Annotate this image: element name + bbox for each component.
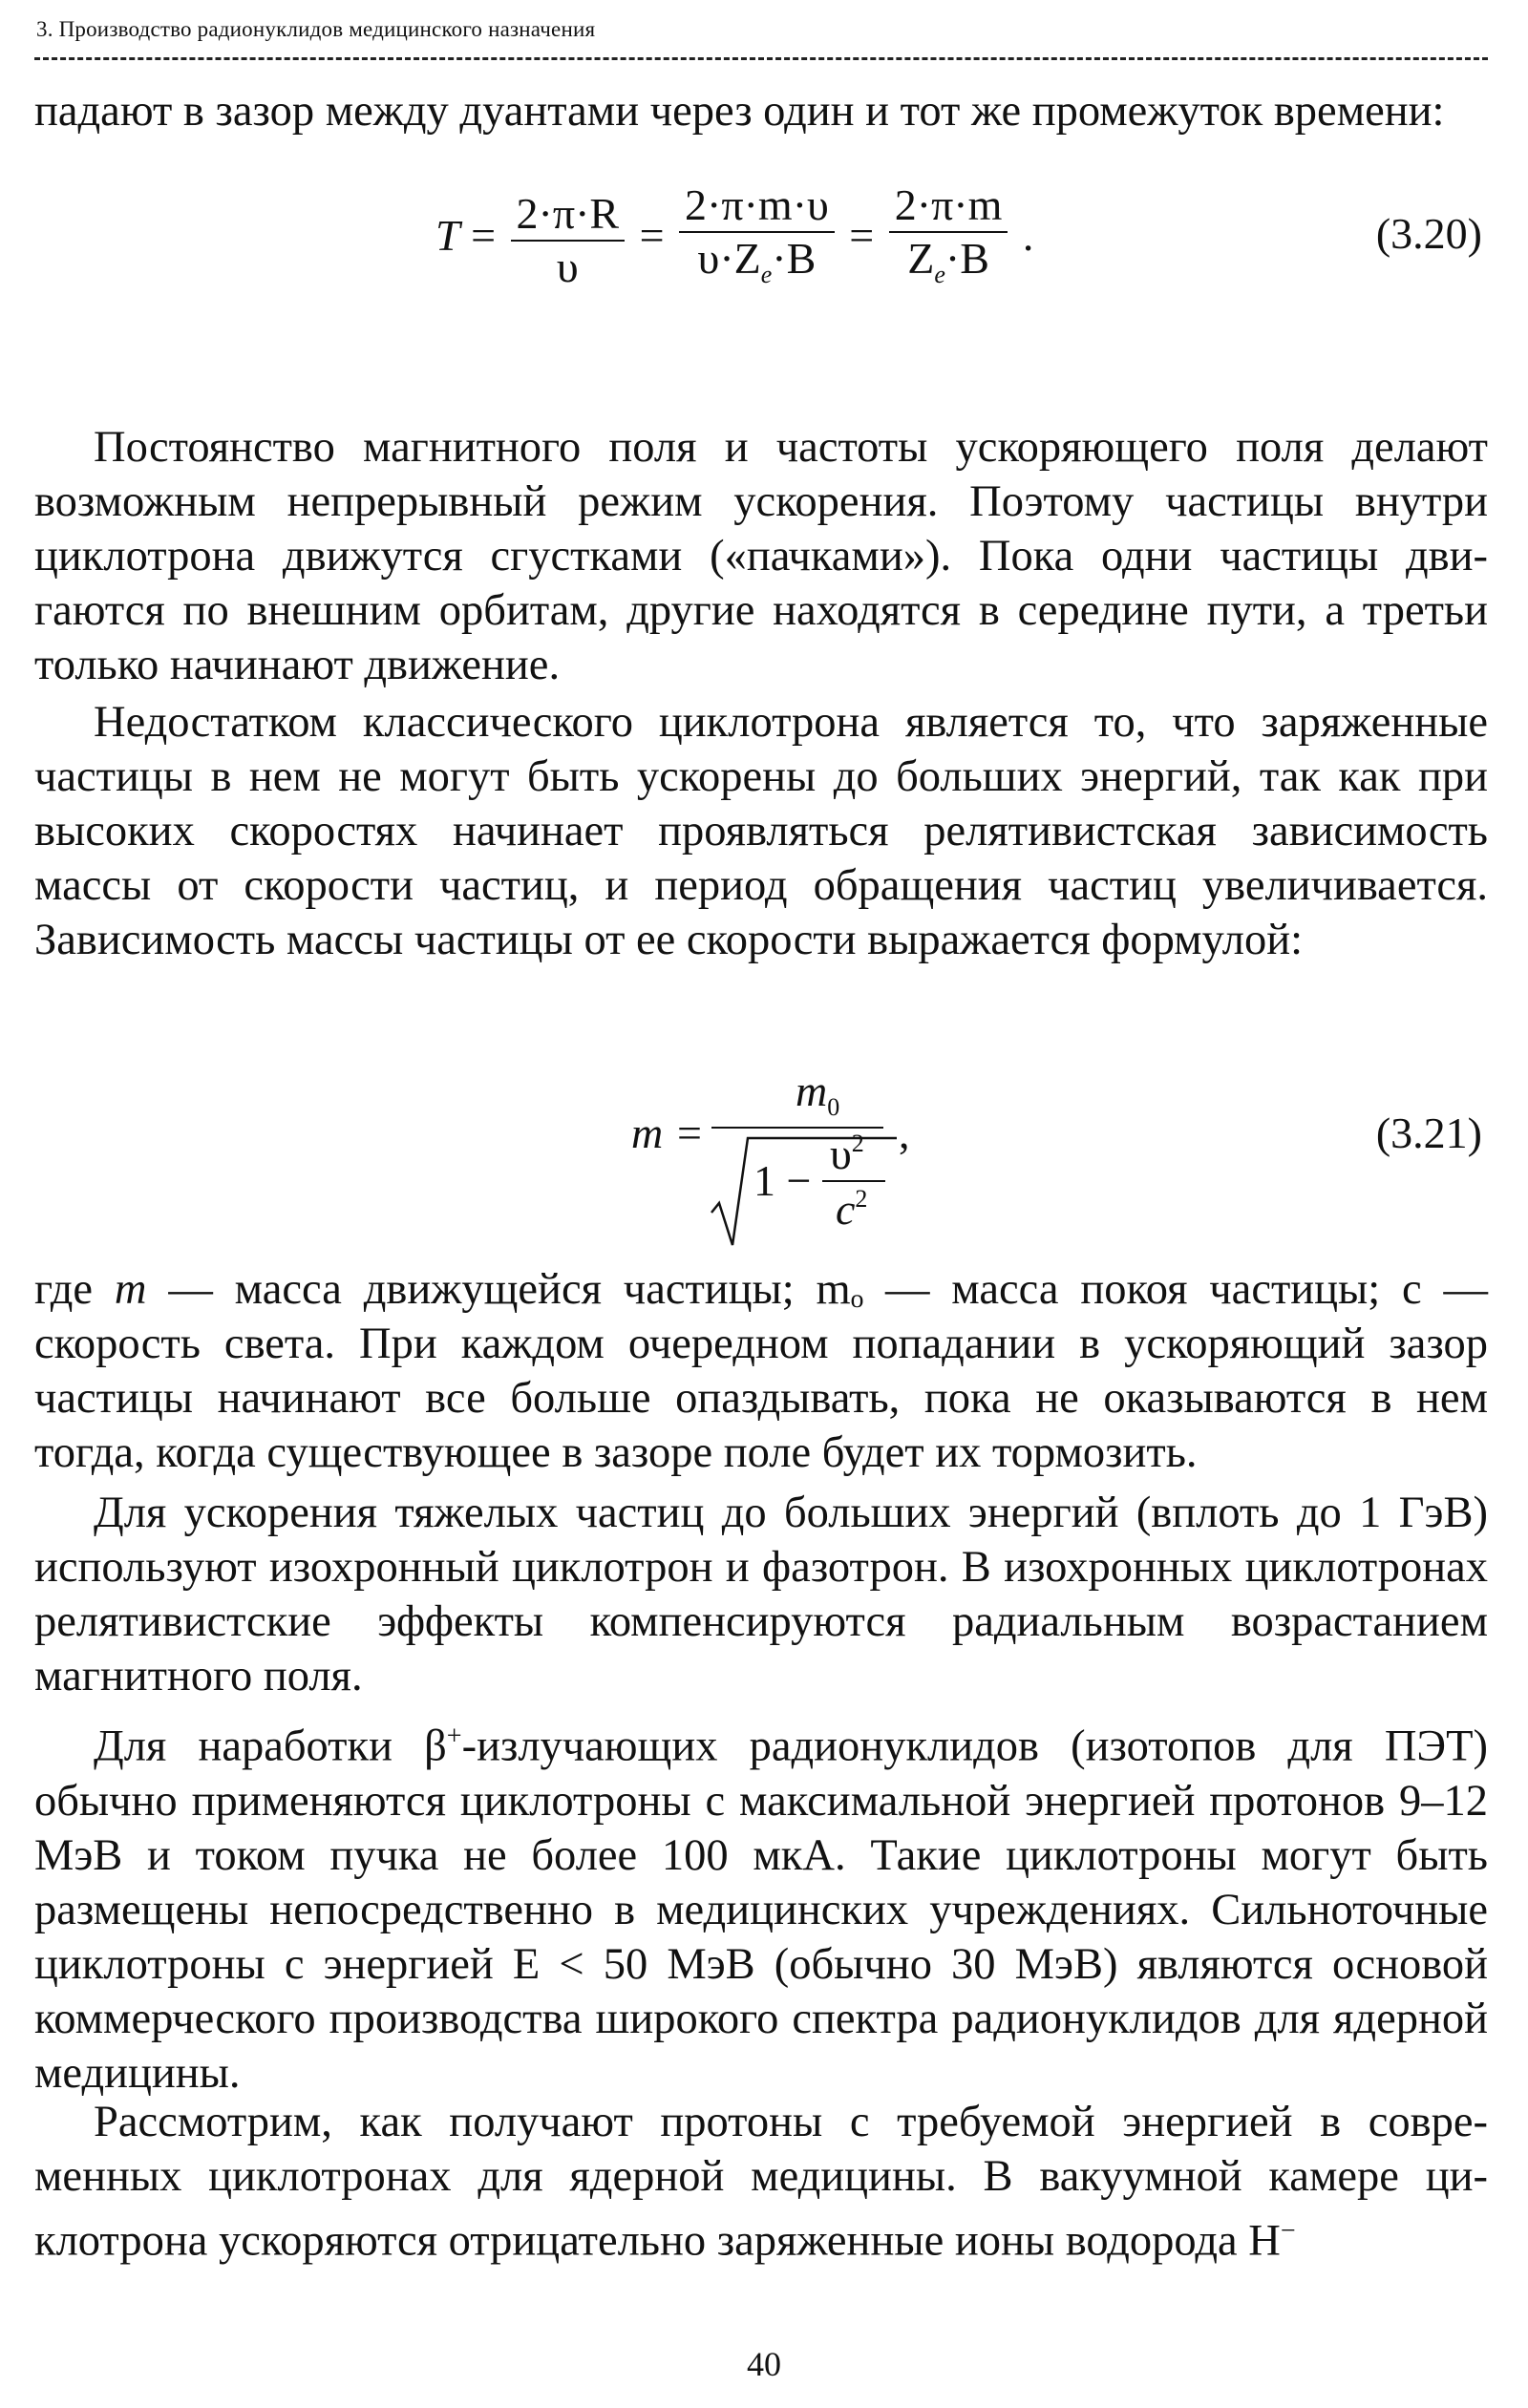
inner-c: c: [836, 1185, 856, 1234]
formula-3-21: [34, 1069, 1488, 1260]
formula-3-20: [34, 180, 1488, 291]
fraction-1-denominator: υ: [556, 242, 579, 291]
h-minus-superscript: −: [1280, 2216, 1296, 2246]
inner-v: υ: [830, 1130, 852, 1178]
fraction-3: [889, 181, 1008, 299]
formula-lhs-m: m: [631, 1109, 664, 1157]
fraction-3-numerator: 2·π·m: [889, 181, 1008, 233]
beta-plus-superscript: +: [446, 1722, 462, 1751]
where-word: где: [34, 1265, 94, 1314]
paragraph-5: Для ускорения тяжелых частиц до больших энергий (вплоть до 1 ГэВ) используют изохронный циклотрон и фазотрон. В изохронных циклотронах релятивистские эффекты компенсируются радиальным возрастанием магнитного поля.: [34, 1489, 1488, 1700]
paragraph-7-body: Рассмотрим, как получают протоны с требуемой энергией в современных циклотронах для ядерной медицины. В вакуумной камере циклотрона ускоряются отрицательно заряженные ионы водорода Н: [34, 2098, 1488, 2266]
paragraph-4-body: — масса движущейся частицы; mₒ — масса покоя частицы; с — скорость света. При каждом очередном попадании в ускоряющий зазор частицы начинают все больше опаздывать, пока не оказываются в нем тогда, когда существующее в зазоре поле будет их тормозить.: [34, 1265, 1489, 1477]
subscript-e: e: [760, 261, 773, 288]
inner-numerator-v2: [830, 1129, 864, 1179]
formula-3-20-expression: [435, 181, 1033, 299]
subscript-0: 0: [827, 1093, 840, 1121]
inner-fraction-bar: [822, 1180, 885, 1182]
fraction-2-numerator: 2·π·m·υ: [679, 181, 835, 233]
fraction-1-numerator: 2·π·R: [511, 190, 626, 242]
fraction-1: [511, 190, 626, 291]
paragraph-4: [34, 1262, 1488, 1480]
formula-period: .: [1022, 211, 1034, 261]
fraction-2-den-main: υ·Z: [697, 234, 761, 283]
fraction-2: [679, 181, 835, 299]
equals-sign: =: [471, 211, 497, 261]
superscript-2: 2: [851, 1130, 864, 1157]
formula-comma: ,: [899, 1109, 910, 1157]
paragraph-7: [34, 2095, 1488, 2269]
running-head: 3. Производство радионуклидов медицинского назначения: [36, 17, 596, 41]
fraction-3-den-tail: ·B: [944, 234, 989, 283]
superscript-2: 2: [855, 1185, 868, 1213]
paragraph-1: падают в зазор между дуантами через один и тот же промежуток времени:: [34, 87, 1445, 136]
paragraph-2: Постоянство магнитного поля и частоты ускоряющего поля делают возможным непрерывный режим ускорения. Поэтому частицы внутри циклотрона движутся сгустками («пачками»). Пока одни частицы двигаются по внешним орбитам, другие находятся в середине пути, а третьи только начинают движение.: [34, 423, 1488, 689]
paragraph-6: [34, 1709, 1488, 2101]
symbol-m: m: [114, 1265, 147, 1314]
fraction-3-den-main: Z: [907, 234, 935, 283]
fraction-2-den-tail: ·B: [772, 234, 817, 283]
header-divider: [34, 57, 1488, 60]
fraction-3-denominator: [889, 233, 1008, 299]
page-number: 40: [747, 2345, 781, 2383]
equals-sign: =: [677, 1109, 702, 1157]
paragraph-6-start: Для наработки β: [94, 1722, 447, 1771]
equation-number-3-21: (3.21): [1375, 1109, 1482, 1157]
numerator-m0: [796, 1066, 839, 1122]
fraction-2-denominator: [679, 233, 835, 299]
one-minus: 1 −: [753, 1156, 812, 1205]
paragraph-6-body: -излучающих радионуклидов (изотопов для ПЭТ) обычно применяются циклотроны с максимальной энергией протонов 9–12 МэВ и током пучка не более 100 мкА. Такие циклотроны могут быть размещены непосредственно в медицинских учреждениях. Сильноточные циклотроны с энергией Е < 50 МэВ (обычно 30 МэВ) являются основой коммерческого производства широкого спектра радионуклидов для ядерной медицины.: [34, 1722, 1488, 2098]
subscript-e: e: [934, 261, 945, 288]
equals-sign: =: [849, 211, 875, 261]
equals-sign: =: [639, 211, 665, 261]
numerator-m: m: [796, 1067, 828, 1115]
formula-3-21-expression: [631, 1069, 937, 1260]
equation-number-3-20: (3.20): [1375, 209, 1482, 258]
inner-denominator-c2: [836, 1184, 867, 1235]
paragraph-3: Недостатком классического циклотрона является то, что заряженные частицы в нем не могут быть ускорены до больших энергий, так как при высоких скоростях начинает проявляться релятивистская зависимость массы от скорости частиц, и период обращения частиц увеличивается. Зависимость массы частицы от ее скорости выражается формулой:: [34, 698, 1488, 964]
formula-lhs-T: T: [435, 211, 460, 261]
